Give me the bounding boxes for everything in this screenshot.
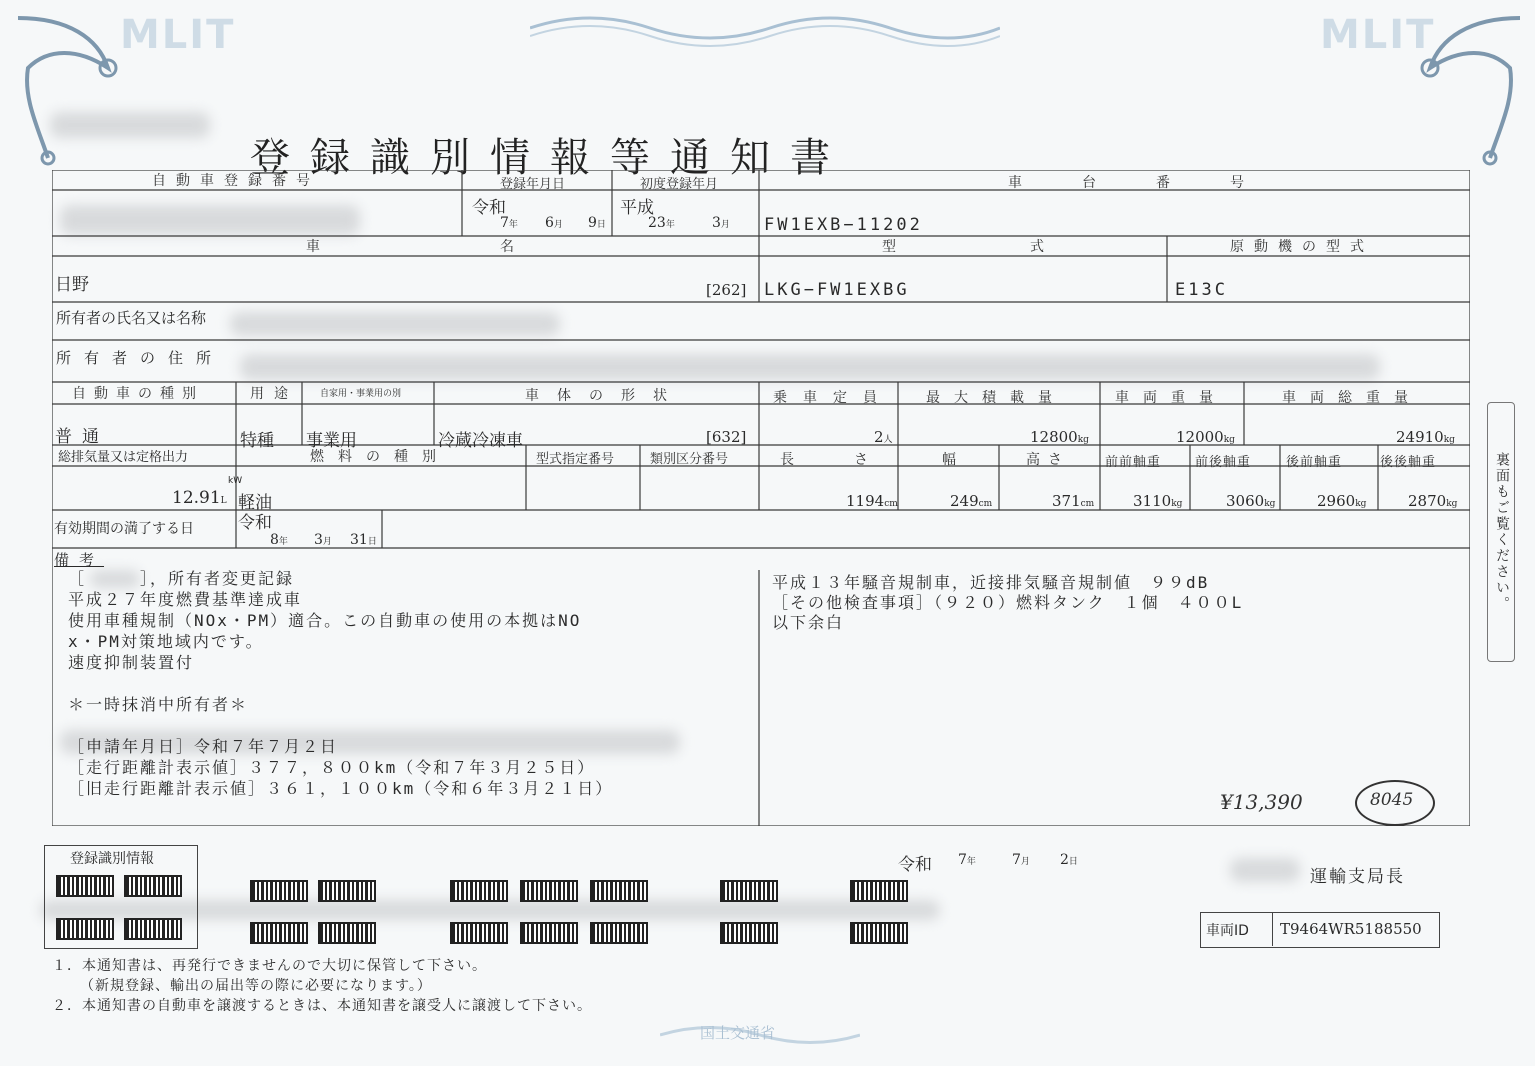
displacement-value: 12.91 [172, 488, 221, 508]
qr-code [590, 922, 648, 944]
exp-day: 31 [350, 532, 368, 548]
header-vehicle-kind: 自動車の種別 [72, 386, 204, 402]
length-value: 1194 [846, 492, 885, 510]
unit-day: 日 [1068, 857, 1078, 867]
height-value: 371 [1052, 492, 1081, 510]
header-category-no: 類別区分番号 [650, 452, 729, 467]
displacement [172, 488, 227, 508]
max-load [1030, 428, 1089, 446]
remark-line: 以下余白 [772, 613, 845, 632]
remark-line: 速度抑制装置付 [68, 653, 195, 672]
qr-code [56, 918, 114, 940]
unit-month: 月 [720, 220, 730, 230]
remarks-left [68, 568, 738, 799]
issue-month-value: 7 [1012, 852, 1021, 868]
fuel-type: 軽油 [238, 493, 272, 513]
rf-axle-value: 2960 [1317, 492, 1356, 510]
fr-axle [1226, 492, 1275, 510]
car-maker: 日野 [55, 275, 89, 295]
usage: 特種 [240, 431, 274, 451]
redaction [50, 112, 210, 138]
header-model-a: 型 [882, 239, 906, 255]
reg-day: 9 [588, 215, 597, 231]
body-shape: 冷蔵冷凍車 [438, 431, 523, 451]
rr-axle [1408, 492, 1457, 510]
footer-note-1b: （新規登録、輸出の届出等の際に必要になります。） [80, 978, 432, 994]
qr-box-label: 登録識別情報 [70, 851, 154, 867]
issue-year-value: 7 [958, 852, 967, 868]
header-usage: 用途 [250, 386, 298, 402]
issue-era: 令和 [898, 855, 932, 875]
remark-line: ［その他検査事項］（９２０）燃料タンク １個 ４００L [772, 593, 1244, 612]
header-reg-date: 登録年月日 [500, 177, 566, 192]
exp-month: 3 [314, 532, 323, 548]
unit-kg: kg [1446, 499, 1458, 509]
vehicle-id: T9464WR5188550 [1280, 920, 1422, 938]
header-first-reg: 初度登録年月 [640, 177, 719, 192]
vehicle-weight [1176, 428, 1235, 446]
qr-code [720, 880, 778, 902]
unit-month: 月 [1020, 857, 1030, 867]
remark-line: ［旧走行距離計表示値］３６１，１００km（令和６年３月２１日） [68, 779, 614, 798]
header-height: 高さ [1026, 452, 1070, 468]
redaction-office [1230, 858, 1300, 882]
header-capacity: 乗車定員 [773, 390, 893, 406]
header-vehicle-weight: 車両重量 [1115, 390, 1227, 406]
model-code: [262] [706, 281, 747, 299]
unit-month: 月 [322, 537, 332, 547]
qr-code [520, 922, 578, 944]
header-chassis: 車台番号 [1008, 175, 1304, 191]
header-car-name-a: 車 [306, 239, 330, 255]
header-rr-axle: 後後軸重 [1380, 455, 1437, 470]
max-load-value: 12800 [1030, 428, 1078, 446]
unit-year: 年 [665, 220, 675, 230]
unit-kg: kg [1171, 499, 1183, 509]
unit-kg: kg [1264, 499, 1276, 509]
issue-month [1012, 852, 1030, 868]
header-type-designation: 型式指定番号 [536, 452, 615, 467]
remark-line: ［申請年月日］令和７年７月２日 [68, 737, 339, 756]
remark-line: 平成２７年度燃費基準達成車 [68, 590, 303, 609]
header-rf-axle: 後前軸重 [1286, 455, 1343, 470]
unit-kg: kg [1443, 435, 1455, 445]
gross-weight [1396, 428, 1455, 446]
qr-code [56, 875, 114, 897]
unit-kg: kg [1077, 435, 1089, 445]
issue-year [958, 852, 976, 868]
header-gross-weight: 車両総重量 [1282, 390, 1422, 406]
height [1052, 492, 1094, 510]
header-car-name-b: 名 [500, 239, 524, 255]
ff-axle-value: 3110 [1133, 492, 1172, 510]
unit-kw: kW [228, 476, 243, 486]
header-reg-no: 自動車登録番号 [152, 173, 320, 189]
issuer: 運輸支局長 [1310, 867, 1405, 887]
reg-date-era: 令和 [472, 198, 506, 218]
footer-note-1: １．本通知書は、再発行できませんので大切に保管して下さい。 [52, 958, 487, 974]
side-note: 裏面もご覧ください。 [1494, 452, 1510, 612]
remarks-right [772, 573, 1452, 633]
remark-line [68, 673, 738, 694]
header-width: 幅 [942, 452, 966, 468]
remark-line: 平成１３年騒音規制車，近接排気騒音規制値 ９９dB [772, 573, 1210, 592]
remark-line: ［ ］，所有者変更記録 [68, 569, 295, 588]
rf-axle [1317, 492, 1366, 510]
qr-code [318, 880, 376, 902]
qr-code [250, 922, 308, 944]
ornament-top-center [530, 8, 1000, 48]
vehicle-id-label: 車両ID [1206, 923, 1249, 939]
issue-day [1060, 852, 1078, 868]
capacity-value: 2 [874, 428, 884, 446]
model: LKG−FW1EXBG [764, 280, 910, 300]
unit-year: 年 [508, 220, 518, 230]
header-displacement: 総排気量又は定格出力 [58, 450, 189, 465]
unit-person: 人 [883, 435, 893, 445]
header-expiry: 有効期間の満了する日 [54, 521, 194, 537]
remark-line [68, 715, 738, 736]
header-max-load: 最大積載量 [926, 390, 1066, 406]
header-fuel: 燃料の種別 [310, 449, 450, 465]
chassis-number: FW1EXB−11202 [764, 215, 923, 235]
rr-axle-value: 2870 [1408, 492, 1447, 510]
unit-cm: cm [884, 499, 898, 509]
header-fr-axle: 前後軸重 [1195, 455, 1252, 470]
header-owner-name: 所有者の氏名又は名称 [56, 309, 207, 327]
first-reg-month [712, 215, 730, 231]
first-reg-year [648, 215, 675, 231]
expiry-era: 令和 [238, 513, 272, 533]
header-ff-axle: 前前軸重 [1105, 455, 1162, 470]
business-use: 事業用 [306, 431, 357, 451]
footer-note-2: ２．本通知書の自動車を譲渡するときは、本通知書を譲受人に譲渡して下さい。 [52, 998, 592, 1014]
expiry-day [350, 532, 377, 548]
page-title: 登録識別情報等通知書 [250, 135, 850, 181]
vehicle-id-divider [1272, 912, 1273, 946]
unit-month: 月 [553, 220, 563, 230]
header-remarks: 備考 [54, 551, 105, 569]
qr-code [318, 922, 376, 944]
unit-year: 年 [966, 857, 976, 867]
watermark-left: MLIT [120, 12, 236, 58]
length [846, 492, 898, 510]
qr-code [520, 880, 578, 902]
width-value: 249 [950, 492, 979, 510]
reg-date-month [545, 215, 563, 231]
unit-day: 日 [596, 220, 606, 230]
qr-code [450, 880, 508, 902]
reg-month: 6 [545, 215, 554, 231]
watermark-bottom: 国土交通省 [700, 1024, 776, 1042]
gross-weight-value: 24910 [1396, 428, 1444, 446]
header-length: 長さ [780, 452, 928, 468]
unit-l: L [220, 496, 227, 506]
header-owner-address: 所有者の住所 [56, 349, 225, 367]
qr-code [124, 875, 182, 897]
reg-date-day [588, 215, 606, 231]
header-body-shape: 車体の形状 [525, 388, 685, 404]
unit-day: 日 [367, 537, 377, 547]
ff-axle [1133, 492, 1182, 510]
unit-cm: cm [978, 499, 993, 509]
header-private-business: 自家用・事業用の別 [320, 389, 402, 399]
unit-kg: kg [1355, 499, 1367, 509]
width [950, 492, 992, 510]
first-month: 3 [712, 215, 721, 231]
unit-cm: cm [1080, 499, 1095, 509]
capacity [874, 428, 893, 446]
reg-year: 7 [500, 215, 509, 231]
qr-code [250, 880, 308, 902]
unit-year: 年 [278, 537, 288, 547]
vehicle-kind: 普通 [55, 427, 109, 447]
reg-date-year [500, 215, 518, 231]
handwritten-circle-number: 8045 [1370, 790, 1414, 810]
exp-year: 8 [270, 532, 279, 548]
qr-code [850, 880, 908, 902]
engine-type: E13C [1175, 280, 1228, 300]
qr-code [124, 918, 182, 940]
header-engine-type: 原動機の型式 [1230, 239, 1374, 255]
handwritten-price: ¥13,390 [1220, 790, 1303, 814]
remark-line: ＊一時抹消中所有者＊ [68, 695, 249, 714]
body-code: [632] [706, 428, 747, 446]
remark-line: x・PM対策地域内です。 [68, 632, 264, 651]
issue-day-value: 2 [1060, 852, 1069, 868]
watermark-right: MLIT [1320, 12, 1436, 58]
vehicle-weight-value: 12000 [1176, 428, 1224, 446]
unit-kg: kg [1223, 435, 1235, 445]
qr-code [850, 922, 908, 944]
qr-code [720, 922, 778, 944]
qr-code [590, 880, 648, 902]
qr-code [450, 922, 508, 944]
first-year: 23 [648, 215, 666, 231]
fr-axle-value: 3060 [1226, 492, 1265, 510]
header-model-b: 式 [1030, 239, 1054, 255]
remark-line: 使用車種規制（NOx・PM）適合。この自動車の使用の本拠はNO [68, 611, 582, 630]
remark-line: ［走行距離計表示値］３７７，８００km（令和７年３月２５日） [68, 758, 596, 777]
expiry-year [270, 532, 288, 548]
first-reg-era: 平成 [620, 198, 654, 218]
expiry-month [314, 532, 332, 548]
